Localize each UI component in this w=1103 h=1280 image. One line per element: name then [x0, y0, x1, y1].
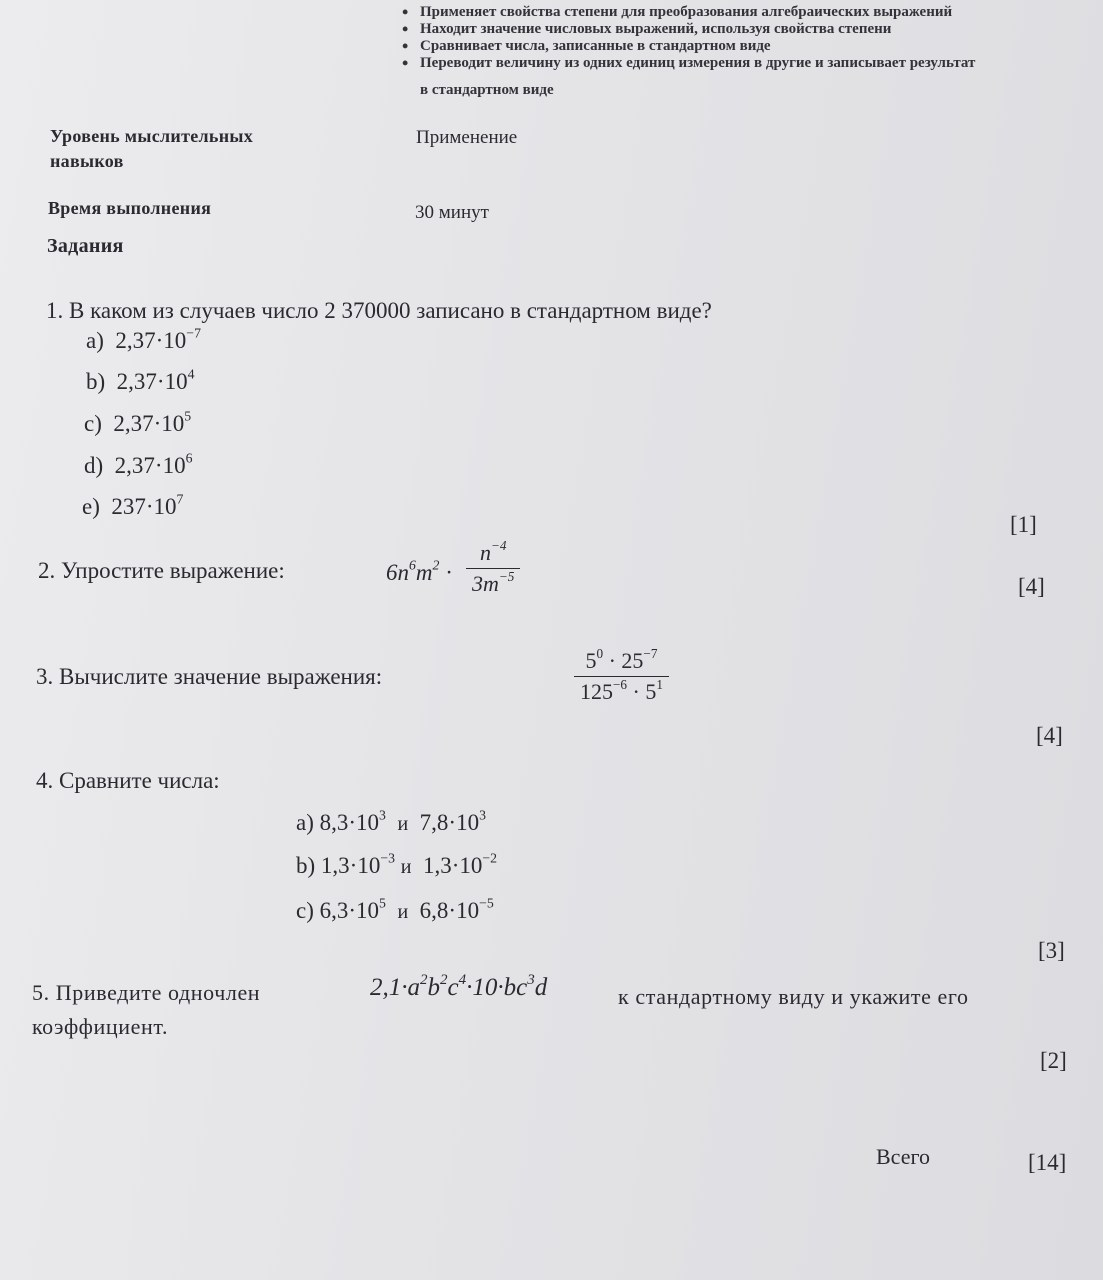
task3-fraction-denominator: $125^{-6} \cdot 5^1$	[574, 676, 669, 705]
total-label: Всего	[876, 1144, 930, 1169]
task2-mark: [4]	[1018, 574, 1045, 599]
task4-item-a: a) $8,3\cdot 10^3$ и $7,8\cdot 10^3$	[296, 807, 486, 835]
thinking-level-value: Применение	[416, 127, 518, 148]
task3-mark: [4]	[1036, 723, 1063, 748]
time-value: 30 минут	[415, 202, 489, 223]
task5-tail: к стандартному виду и укажите его	[618, 984, 969, 1009]
task1-option-c: c) $2,37\cdot 10^5$	[84, 408, 192, 436]
objective-item: • Находит значение числовых выражений, используя свойства степени	[398, 21, 975, 38]
objective-item: • Переводит величину из одних единиц измерения в другие и записывает результат	[398, 55, 975, 72]
task5-expression: $2,1\cdot a^2b^2c^4\cdot 10\cdot bc^3d$	[370, 971, 548, 1001]
task2-question: 2. Упростите выражение:	[38, 558, 285, 583]
task2-fraction	[466, 540, 520, 597]
tasks-heading: Задания	[47, 235, 124, 257]
thinking-level-label: Уровень мыслительных навыков	[50, 126, 254, 171]
task3-fraction	[574, 648, 669, 705]
objective-item: • Применяет свойства степени для преобразования алгебраических выражений	[398, 4, 975, 21]
task5-lead: 5. Приведите одночлен	[32, 980, 261, 1005]
task4-item-b: b) $1,3\cdot 10^{-3}$ и $1,3\cdot 10^{-2}$	[296, 850, 498, 878]
task1-option-a: a) $2,37\cdot 10^{-7}$	[86, 325, 201, 353]
task1-option-b: b) $2,37\cdot 10^4$	[86, 366, 195, 394]
objectives-list	[398, 4, 975, 72]
task5-line2: коэффициент.	[32, 1014, 169, 1039]
task1-option-e: e) $237\cdot 10^7$	[82, 491, 184, 519]
time-label: Время выполнения	[48, 198, 212, 218]
task2-fraction-denominator: $3m^{-5}$	[466, 568, 520, 597]
total-value: [14]	[1028, 1150, 1067, 1175]
task2-expression: $6n^6m^2$ ·	[386, 557, 453, 585]
task1-question: 1. В каком из случаев число 2 370000 записано в стандартном виде?	[46, 298, 712, 323]
task5-mark: [2]	[1040, 1048, 1067, 1073]
task4-item-c: c) $6,3\cdot 10^5$ и $6,8\cdot 10^{-5}$	[296, 895, 494, 923]
task1-option-d: d) $2,37\cdot 10^6$	[84, 450, 193, 478]
task4-mark: [3]	[1038, 938, 1065, 963]
task4-question: 4. Сравните числа:	[36, 768, 220, 793]
objective-item: • Сравнивает числа, записанные в стандартном виде	[398, 38, 975, 55]
task3-fraction-numerator: $5^0 \cdot 25^{-7}$	[585, 646, 658, 673]
task2-fraction-numerator: $n^{-4}$	[479, 538, 507, 565]
task3-question: 3. Вычислите значение выражения:	[36, 664, 383, 689]
objective-continuation: в стандартном виде	[420, 82, 554, 98]
task1-mark: [1]	[1010, 512, 1037, 537]
